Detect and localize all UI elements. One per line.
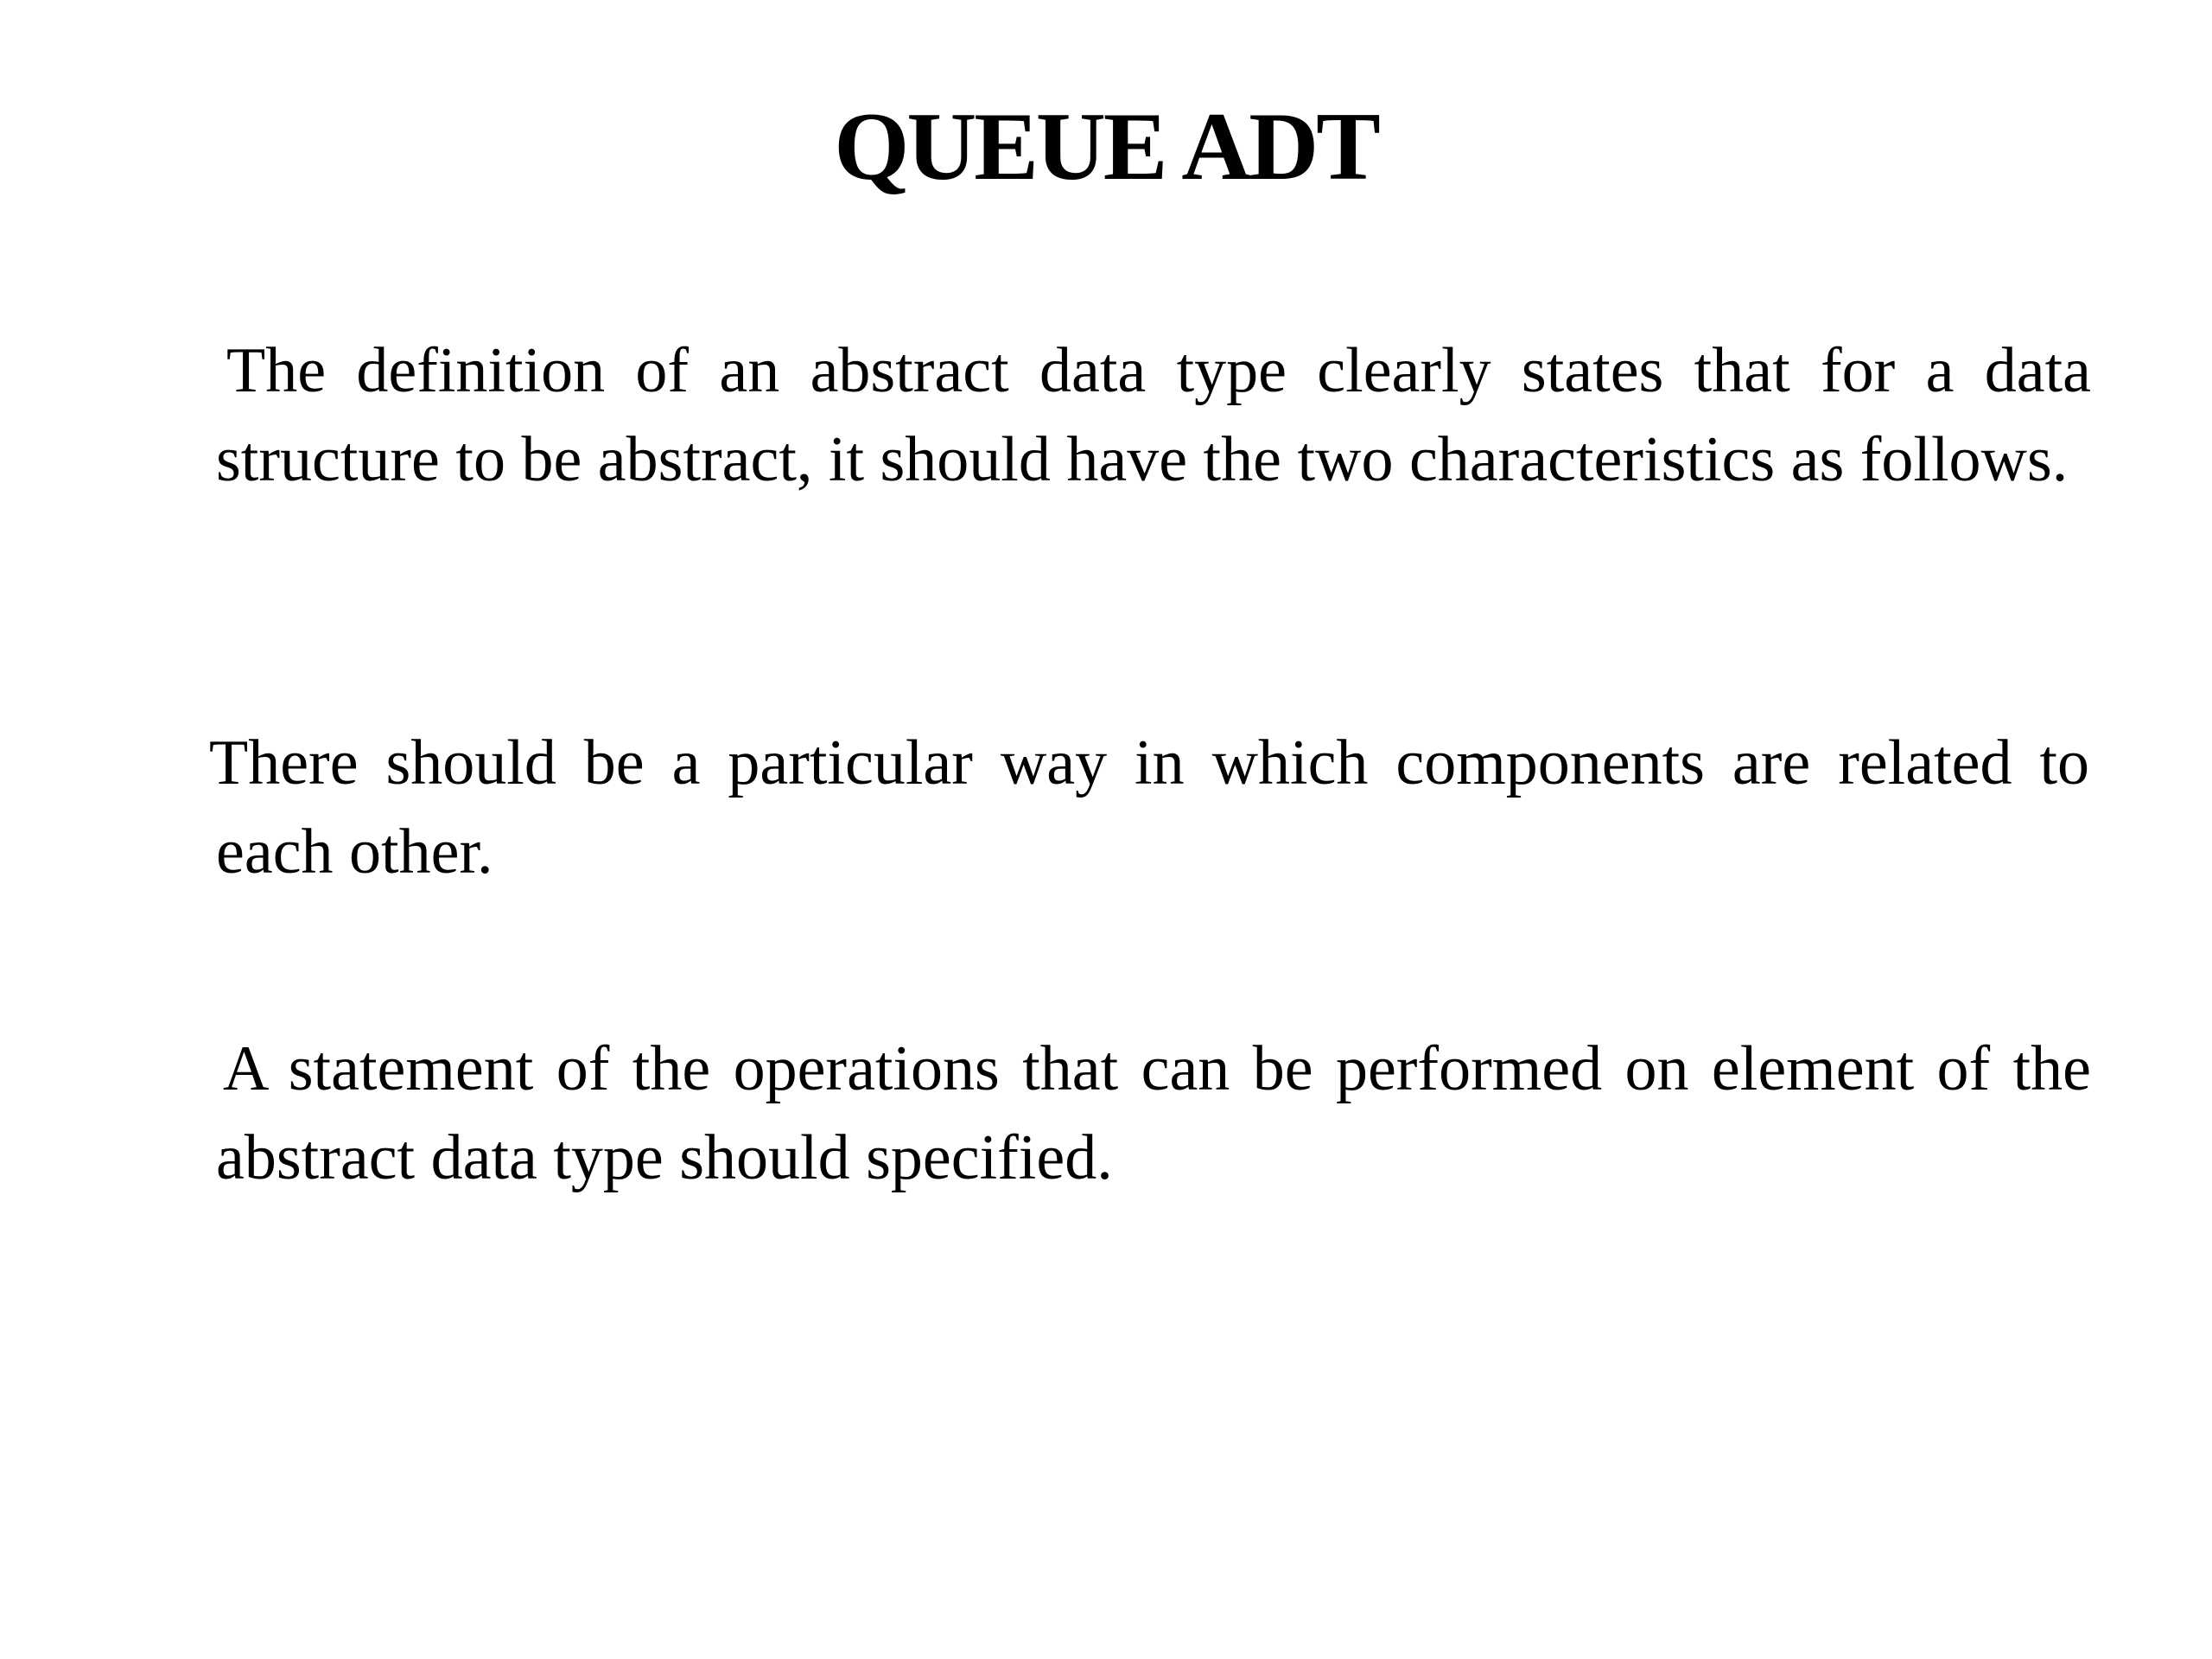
- paragraph-characteristic-operations: A statement of the operations that can be performed on element of the abstract data type should specified.: [216, 1033, 2091, 1193]
- paragraph-definition: The definition of an abstract data type clearly states that for a data structure to be abstract, it should have the two characteristics as follows.: [216, 335, 2091, 495]
- paragraph-characteristic-relation: There should be a particular way in which components are related to each other.: [209, 728, 2089, 887]
- slide-title: QUEUE ADT: [834, 93, 1378, 200]
